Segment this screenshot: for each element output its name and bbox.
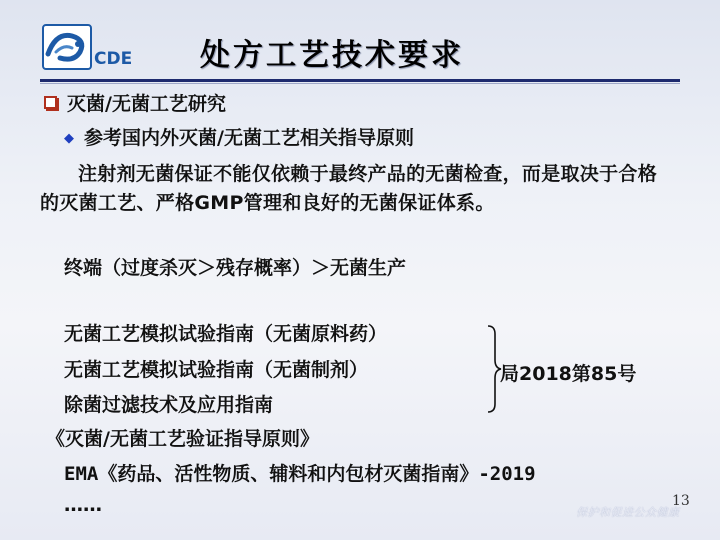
body-paragraph: 注射剂无菌保证不能仅依赖于最终产品的无菌检查，而是取决于合格的灭菌工艺、严格GMP管理和良好的无菌保证体系。 xyxy=(40,163,658,214)
ema-guideline: EMA《药品、活性物质、辅料和内包材灭菌指南》-2019 xyxy=(64,463,536,485)
logo-text: CDE xyxy=(94,49,133,69)
guide-item: 除菌过滤技术及应用指南 xyxy=(64,394,274,416)
square-bullet-icon xyxy=(44,96,57,109)
guide-item: 无菌工艺模拟试验指南（无菌原料药） xyxy=(64,323,388,345)
footer-slogan: 保护和促进公众健康 xyxy=(576,506,680,519)
diamond-bullet-icon: ◆ xyxy=(64,131,74,146)
title-rule-thin xyxy=(40,83,680,84)
sterilization-flow: 终端（过度杀灭＞残存概率）＞无菌生产 xyxy=(64,257,407,279)
guide-principle: 《灭菌/无菌工艺验证指导原则》 xyxy=(46,428,319,450)
title-rule xyxy=(40,79,680,82)
bullet-level1 xyxy=(44,93,226,116)
bullet-level2-text: 参考国内外灭菌/无菌工艺相关指导原则 xyxy=(84,127,414,149)
ellipsis: …… xyxy=(64,494,102,516)
bullet-level1-text: 灭菌/无菌工艺研究 xyxy=(67,93,226,115)
slide-title: 处方工艺技术要求 xyxy=(200,38,464,73)
guide-item: 无菌工艺模拟试验指南（无菌制剂） xyxy=(64,359,369,381)
page-number: 13 xyxy=(672,493,690,509)
bullet-level2 xyxy=(64,127,414,150)
cde-logo xyxy=(42,24,142,74)
guides-document-number: 局2018第85号 xyxy=(500,363,637,385)
